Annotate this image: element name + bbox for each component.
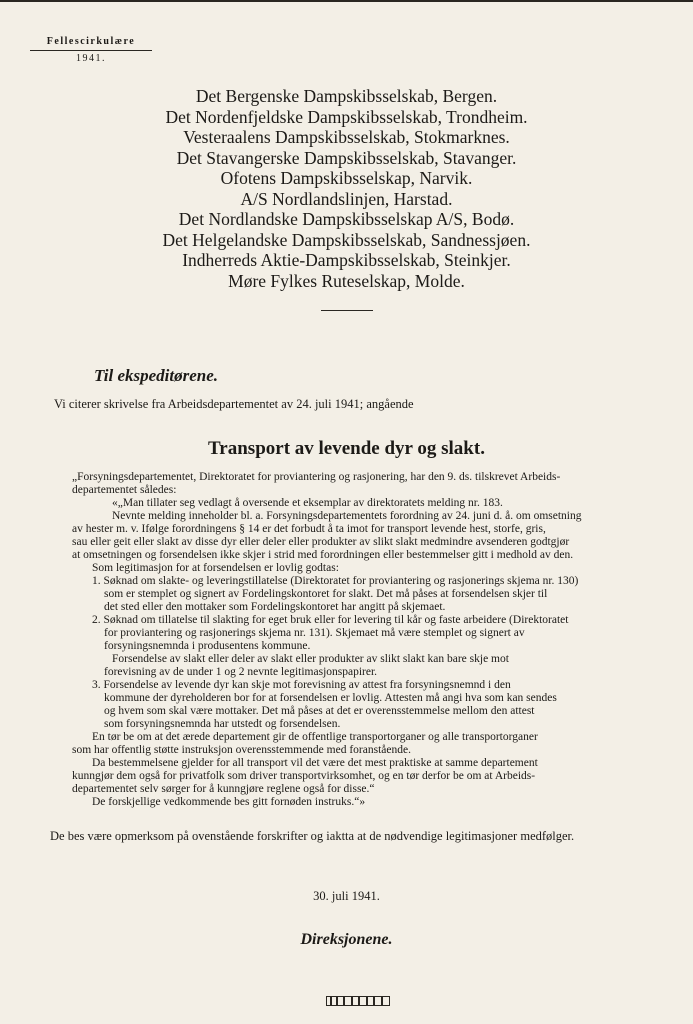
header-rule xyxy=(30,50,152,51)
company-line: Det Stavangerske Dampskibsselskab, Stavanger. xyxy=(176,147,517,168)
body-line: «„Man tillater seg vedlagt å oversende et eksemplar av direktoratets melding nr. 183. xyxy=(112,497,503,509)
company-line: A/S Nordlandslinjen, Harstad. xyxy=(240,188,453,209)
body-line: som har offentlig støtte instruksjon overensstemmende med foranstående. xyxy=(72,744,411,756)
top-border xyxy=(0,0,693,2)
body-line: kunngjør dem også for privatfolk som driver transportvirksomhet, og en tør derfor be om at Arbeids- xyxy=(72,770,536,782)
printer-mark-icon xyxy=(326,996,390,1006)
closing-line: De bes være opmerksom på ovenstående forskrifter og iaktta at de nødvendige legitimasjoner medfølger. xyxy=(50,829,575,843)
company-line: Vesteraalens Dampskibsselskab, Stokmarknes. xyxy=(183,127,510,147)
list-item: 3. Forsendelse av levende dyr kan skje mot forevisning av attest fra forsyningsnemnd i den xyxy=(92,679,511,691)
subject-heading: Transport av levende dyr og slakt. xyxy=(208,438,485,459)
body-line: sau eller geit eller slakt av disse dyr eller deler eller produkter av slikt slakt medmindre avsenderen godtgjør xyxy=(72,536,570,548)
body-line: forsyningsnemnda i produsentens kommune. xyxy=(104,640,311,652)
letter-date: 30. juli 1941. xyxy=(313,889,380,903)
body-line: En tør be om at det ærede departement gir de offentlige transportorganer og alle transportorganer xyxy=(92,731,538,743)
circular-header xyxy=(30,36,152,65)
body-line: departementet selv sørger for å kunngjøre reglene også for disse.“ xyxy=(72,783,375,795)
body-line: av hester m. v. Ifølge forordningens § 14 er det forbudt å ta imot for transport levende hest, storfe, gris, xyxy=(72,523,546,535)
list-item: 2. Søknad om tillatelse til slakting for eget bruk eller for levering til kår og faste arbeidere (Direktoratet xyxy=(92,614,569,626)
body-line: Nevnte melding inneholder bl. a. Forsyningsdepartementets forordning av 24. juni d. å. om omsetning xyxy=(112,510,582,522)
signature: Direksjonene. xyxy=(300,931,393,948)
body-line: Som legitimasjon for at forsendelsen er lovlig godtas: xyxy=(92,562,339,574)
company-line: Møre Fylkes Ruteselskap, Molde. xyxy=(228,270,465,291)
body-line: departementet således: xyxy=(72,484,177,496)
body-line: Da bestemmelsene gjelder for all transport vil det være det mest praktiske at samme departement xyxy=(92,757,538,769)
body-line: og hvem som skal være mottaker. Det må påses at det er overensstemmelse mellom den attest xyxy=(104,705,535,717)
company-line: Det Nordenfjeldske Dampskibsselskab, Trondheim. xyxy=(165,106,528,127)
company-line: Det Bergenske Dampskibsselskab, Bergen. xyxy=(195,86,498,106)
body-line: Forsendelse av slakt eller deler av slakt eller produkter av slikt slakt kan bare skje mot xyxy=(112,653,509,665)
company-list xyxy=(0,86,693,291)
body-line: for proviantering og rasjonerings skjema nr. 131). Skjemaet må være stemplet og signert av xyxy=(104,627,525,639)
body-line: som er stemplet og signert av Fordelingskontoret for slakt. Det må påses at forsendelsen skjer til xyxy=(104,588,548,600)
body-line: at omsetningen og forsendelsen ikke skjer i strid med forordningen eller bestemmelser gitt i medhold av den. xyxy=(72,549,574,561)
body-line: forevisning av de under 1 og 2 nevnte legitimasjonspapirer. xyxy=(104,666,378,678)
section-divider xyxy=(321,310,373,311)
body-line: „Forsyningsdepartementet, Direktoratet for proviantering og rasjonering, har den 9. ds. tilskrevet Arbeids- xyxy=(72,471,561,483)
quoted-body xyxy=(72,471,644,809)
circular-label: Fellescirkulære xyxy=(46,36,136,47)
circular-year: 1941. xyxy=(76,53,106,64)
company-line: Indherreds Aktie-Dampskibsselskab, Steinkjer. xyxy=(182,250,511,270)
company-line: Det Helgelandske Dampskibsselskab, Sandnessjøen. xyxy=(162,229,531,250)
intro-line: Vi citerer skrivelse fra Arbeidsdepartementet av 24. juli 1941; angående xyxy=(54,397,414,411)
company-line: Ofotens Dampskibsselskap, Narvik. xyxy=(220,168,473,188)
body-line: kommune der dyreholderen bor for at forsendelsen er lovlig. Attesten må angi hva som kan sendes xyxy=(104,692,557,704)
body-line: De forskjellige vedkommende bes gitt fornøden instruks.“» xyxy=(92,796,366,808)
addressee: Til ekspeditørene. xyxy=(94,366,219,385)
company-line: Det Nordlandske Dampskibsselskap A/S, Bodø. xyxy=(178,209,515,229)
body-line: det sted eller den mottaker som Fordelingskontoret har angitt på skjemaet. xyxy=(104,601,446,613)
list-item: 1. Søknad om slakte- og leveringstillatelse (Direktoratet for proviantering og rasjonerings skjema nr. 130) xyxy=(92,575,579,587)
body-line: som forsyningsnemnda har utstedt og forsendelsen. xyxy=(104,718,341,730)
